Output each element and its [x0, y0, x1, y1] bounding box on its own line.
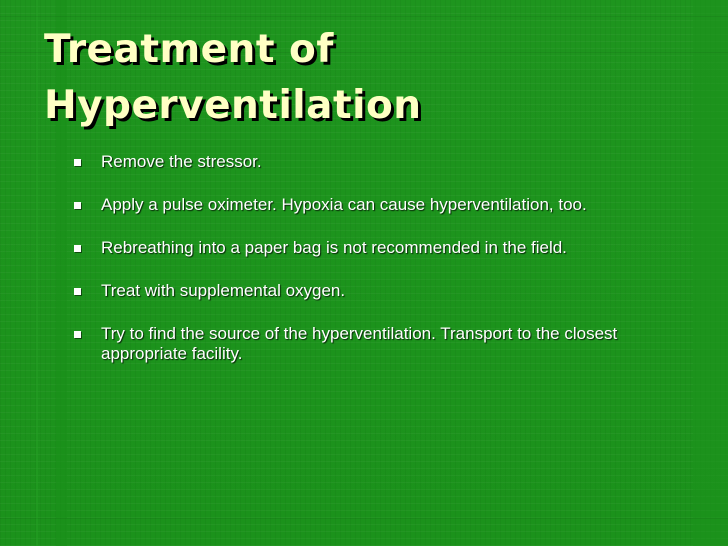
- bullet-item: [72, 238, 688, 258]
- bullet-item: [72, 324, 688, 364]
- slide-title: [44, 22, 422, 134]
- bullet-item: [72, 152, 688, 172]
- bullet-text: Remove the stressor.: [101, 152, 262, 171]
- bullet-list: [72, 152, 688, 364]
- background-line: [0, 16, 728, 17]
- background-stripe: [36, 0, 38, 546]
- bullet-item: [72, 281, 688, 301]
- bullet-text: Try to find the source of the hyperventilation. Transport to the closest appropriate facility.: [101, 324, 618, 363]
- square-bullet-icon: [74, 159, 81, 166]
- square-bullet-icon: [74, 331, 81, 338]
- bullet-text: Treat with supplemental oxygen.: [101, 281, 346, 300]
- slide-title-line-2: Hyperventilation: [44, 83, 422, 128]
- bullet-item: [72, 195, 688, 215]
- slide-title-line-1: Treatment of: [44, 27, 334, 72]
- bullet-text: Apply a pulse oximeter. Hypoxia can cause hyperventilation, too.: [101, 195, 587, 214]
- background-line: [0, 518, 728, 519]
- bullet-text: Rebreathing into a paper bag is not recommended in the field.: [101, 238, 567, 257]
- background-stripe: [693, 0, 728, 546]
- square-bullet-icon: [74, 202, 81, 209]
- square-bullet-icon: [74, 288, 81, 295]
- square-bullet-icon: [74, 245, 81, 252]
